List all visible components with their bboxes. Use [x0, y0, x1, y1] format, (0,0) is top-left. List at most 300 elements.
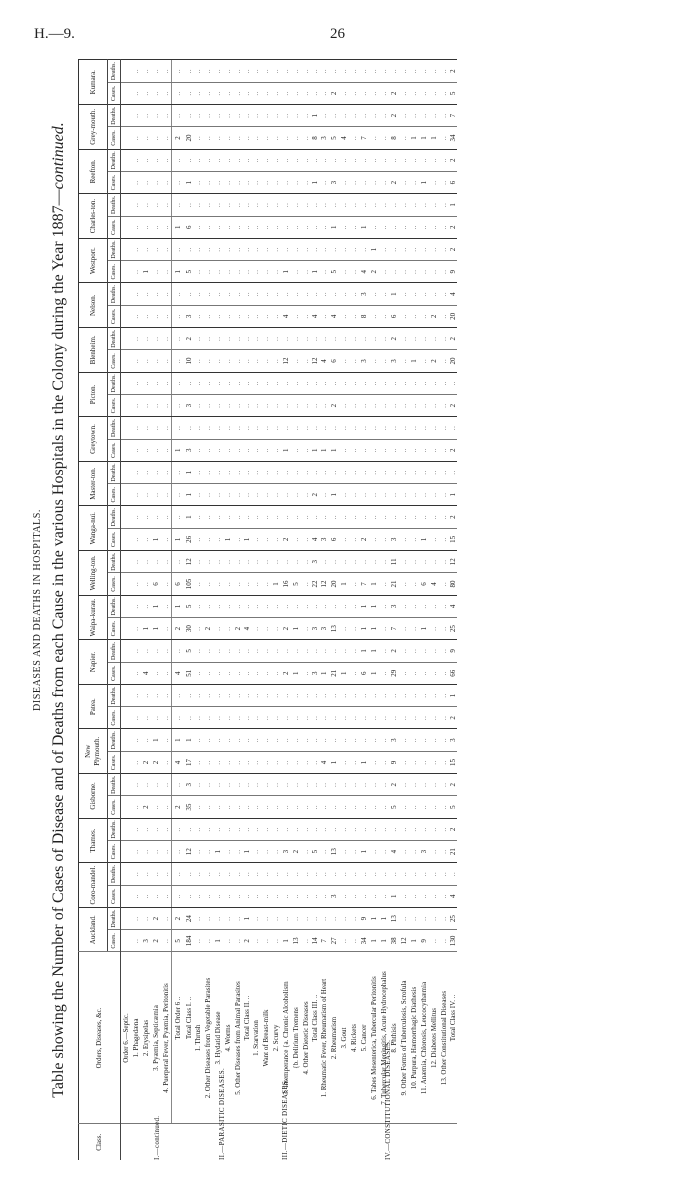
deaths-cell: ..: [329, 551, 339, 573]
deaths-cell: 3: [185, 774, 193, 796]
deaths-cell: ..: [203, 551, 213, 573]
cases-cell: ..: [301, 796, 311, 818]
deaths-cell: ..: [429, 105, 439, 127]
cases-cell: ..: [213, 707, 223, 729]
deaths-cell: ..: [449, 417, 457, 439]
cases-cell: 15: [449, 528, 457, 550]
cases-cell: ..: [172, 885, 186, 907]
cases-cell: ..: [419, 82, 429, 104]
cases-cell: 4: [281, 305, 291, 327]
deaths-cell: ..: [409, 684, 419, 706]
deaths-cell: [121, 551, 132, 573]
deaths-cell: 1: [449, 684, 457, 706]
hospital-header: Kumara.: [79, 60, 108, 105]
cases-cell: ..: [429, 707, 439, 729]
deaths-cell: ..: [271, 417, 281, 439]
deaths-cell: ..: [311, 684, 319, 706]
deaths-cell: [121, 461, 132, 483]
cases-cell: ..: [213, 127, 223, 149]
cases-cell: ..: [151, 305, 161, 327]
deaths-subheader: Deaths.: [108, 640, 121, 662]
cases-cell: ..: [399, 127, 409, 149]
cases-cell: ..: [349, 171, 359, 193]
deaths-cell: ..: [399, 684, 409, 706]
deaths-cell: ..: [379, 417, 389, 439]
deaths-cell: ..: [185, 105, 193, 127]
cases-cell: ..: [131, 127, 141, 149]
cases-cell: ..: [339, 796, 349, 818]
deaths-cell: ..: [409, 506, 419, 528]
deaths-cell: ..: [301, 461, 311, 483]
cases-cell: ..: [429, 394, 439, 416]
cases-cell: ..: [213, 484, 223, 506]
deaths-cell: ..: [223, 774, 233, 796]
deaths-cell: ..: [151, 372, 161, 394]
deaths-cell: ..: [193, 328, 203, 350]
deaths-cell: ..: [233, 60, 243, 82]
cases-cell: 2: [359, 528, 369, 550]
deaths-cell: ..: [429, 729, 439, 751]
cases-cell: ..: [203, 216, 213, 238]
deaths-cell: ..: [429, 907, 439, 929]
cases-cell: ..: [261, 841, 271, 863]
deaths-cell: ..: [213, 595, 223, 617]
cases-cell: ..: [251, 216, 261, 238]
deaths-cell: ..: [319, 640, 329, 662]
deaths-cell: ..: [311, 506, 319, 528]
disease-name: 4. Rickets: [349, 952, 359, 1124]
cases-cell: ..: [281, 885, 291, 907]
cases-cell: 2: [449, 394, 457, 416]
deaths-cell: ..: [359, 194, 369, 216]
cases-cell: ..: [271, 528, 281, 550]
deaths-cell: ..: [399, 461, 409, 483]
cases-subheader: Cases.: [108, 171, 121, 193]
cases-cell: ..: [193, 751, 203, 773]
deaths-cell: ..: [261, 506, 271, 528]
cases-cell: ..: [311, 796, 319, 818]
cases-cell: 2: [281, 662, 291, 684]
deaths-cell: ..: [429, 595, 439, 617]
cases-cell: 4: [429, 573, 439, 595]
cases-cell: ..: [379, 573, 389, 595]
deaths-cell: ..: [193, 551, 203, 573]
deaths-cell: ..: [243, 640, 251, 662]
deaths-cell: ..: [271, 105, 281, 127]
deaths-cell: ..: [141, 818, 151, 840]
cases-cell: ..: [419, 350, 429, 372]
cases-cell: 34: [359, 930, 369, 952]
cases-cell: ..: [233, 930, 243, 952]
cases-cell: ..: [185, 82, 193, 104]
deaths-cell: 1: [369, 595, 379, 617]
deaths-cell: ..: [399, 818, 409, 840]
cases-cell: 9: [449, 261, 457, 283]
deaths-cell: ..: [319, 238, 329, 260]
cases-cell: ..: [223, 127, 233, 149]
deaths-cell: 1: [185, 461, 193, 483]
cases-subheader: Cases.: [108, 885, 121, 907]
deaths-cell: ..: [193, 818, 203, 840]
deaths-cell: ..: [329, 684, 339, 706]
deaths-cell: ..: [243, 863, 251, 885]
cases-subheader: Cases.: [108, 216, 121, 238]
deaths-cell: ..: [131, 684, 141, 706]
class-cell: [193, 1067, 251, 1160]
cases-cell: [121, 127, 132, 149]
deaths-cell: ..: [243, 238, 251, 260]
deaths-cell: 2: [449, 149, 457, 171]
cases-cell: ..: [399, 796, 409, 818]
deaths-cell: ..: [161, 283, 172, 305]
deaths-cell: ..: [271, 907, 281, 929]
disease-name: 4. Other Dietetic Diseases: [301, 952, 311, 1124]
deaths-cell: ..: [223, 461, 233, 483]
deaths-cell: ..: [131, 818, 141, 840]
deaths-cell: ..: [161, 729, 172, 751]
deaths-cell: ..: [409, 417, 419, 439]
deaths-cell: 2: [389, 328, 399, 350]
deaths-cell: ..: [399, 194, 409, 216]
deaths-cell: ..: [429, 194, 439, 216]
cases-cell: ..: [193, 82, 203, 104]
cases-cell: 2: [429, 305, 439, 327]
cases-subheader: Cases.: [108, 127, 121, 149]
deaths-cell: ..: [379, 461, 389, 483]
cases-cell: ..: [271, 394, 281, 416]
deaths-cell: ..: [349, 372, 359, 394]
cases-cell: ..: [261, 707, 271, 729]
cases-cell: ..: [271, 127, 281, 149]
cases-cell: ..: [281, 484, 291, 506]
cases-cell: ..: [349, 484, 359, 506]
cases-cell: ..: [419, 216, 429, 238]
cases-cell: 1: [141, 617, 151, 639]
deaths-cell: ..: [203, 907, 213, 929]
cases-cell: ..: [349, 707, 359, 729]
deaths-cell: ..: [339, 194, 349, 216]
cases-cell: ..: [301, 216, 311, 238]
cases-cell: ..: [213, 528, 223, 550]
cases-cell: ..: [301, 707, 311, 729]
cases-cell: [121, 662, 132, 684]
deaths-cell: ..: [213, 328, 223, 350]
deaths-cell: ..: [203, 328, 213, 350]
deaths-cell: [121, 595, 132, 617]
cases-cell: ..: [379, 216, 389, 238]
deaths-cell: ..: [399, 907, 409, 929]
cases-cell: ..: [161, 617, 172, 639]
deaths-cell: ..: [329, 194, 339, 216]
deaths-cell: ..: [172, 640, 186, 662]
cases-cell: ..: [151, 484, 161, 506]
deaths-cell: ..: [141, 60, 151, 82]
deaths-cell: ..: [329, 328, 339, 350]
deaths-cell: ..: [185, 60, 193, 82]
deaths-cell: ..: [281, 684, 291, 706]
cases-cell: ..: [193, 662, 203, 684]
table-row: [379, 60, 389, 1160]
table-row: [339, 60, 349, 1160]
cases-cell: ..: [349, 350, 359, 372]
table-row: [131, 60, 141, 1160]
deaths-cell: ..: [213, 194, 223, 216]
deaths-cell: ..: [429, 863, 439, 885]
deaths-cell: ..: [203, 283, 213, 305]
cases-cell: 1: [141, 261, 151, 283]
hospital-header: Charles-ton.: [79, 194, 108, 239]
deaths-cell: ..: [193, 417, 203, 439]
deaths-cell: ..: [271, 372, 281, 394]
cases-cell: ..: [439, 573, 449, 595]
cases-cell: ..: [281, 127, 291, 149]
cases-cell: ..: [359, 171, 369, 193]
disease-name: Total Class IV. ..: [449, 952, 457, 1124]
deaths-cell: ..: [172, 372, 186, 394]
deaths-cell: ..: [369, 149, 379, 171]
deaths-cell: ..: [213, 907, 223, 929]
deaths-cell: ..: [151, 60, 161, 82]
deaths-cell: ..: [419, 194, 429, 216]
cases-cell: ..: [399, 305, 409, 327]
deaths-cell: ..: [223, 417, 233, 439]
deaths-cell: ..: [439, 372, 449, 394]
deaths-cell: ..: [233, 595, 243, 617]
cases-cell: ..: [233, 394, 243, 416]
cases-cell: 1: [151, 528, 161, 550]
deaths-cell: ..: [233, 194, 243, 216]
deaths-cell: ..: [131, 461, 141, 483]
deaths-cell: ..: [193, 194, 203, 216]
cases-cell: 3: [185, 305, 193, 327]
deaths-cell: ..: [172, 417, 186, 439]
deaths-cell: ..: [369, 194, 379, 216]
cases-cell: ..: [439, 261, 449, 283]
cases-cell: ..: [369, 841, 379, 863]
deaths-cell: 1: [185, 506, 193, 528]
deaths-cell: ..: [261, 640, 271, 662]
table-row: [359, 60, 369, 1160]
deaths-cell: ..: [349, 729, 359, 751]
deaths-cell: ..: [213, 551, 223, 573]
table-row: [203, 60, 213, 1160]
hospital-header: Thames.: [79, 818, 108, 863]
cases-cell: 6: [151, 573, 161, 595]
table-row: [251, 60, 261, 1160]
deaths-cell: ..: [161, 551, 172, 573]
cases-cell: ..: [193, 439, 203, 461]
deaths-cell: ..: [203, 684, 213, 706]
deaths-cell: [121, 506, 132, 528]
deaths-cell: 1: [359, 640, 369, 662]
deaths-cell: ..: [261, 595, 271, 617]
deaths-cell: ..: [131, 328, 141, 350]
cases-cell: ..: [409, 796, 419, 818]
table-caption: [46, 60, 72, 1160]
cases-cell: 13: [329, 617, 339, 639]
deaths-cell: ..: [319, 461, 329, 483]
cases-cell: ..: [261, 573, 271, 595]
deaths-cell: ..: [291, 149, 301, 171]
deaths-cell: ..: [281, 417, 291, 439]
deaths-subheader: Deaths.: [108, 194, 121, 216]
cases-cell: ..: [409, 841, 419, 863]
deaths-cell: ..: [311, 60, 319, 82]
cases-cell: ..: [151, 261, 161, 283]
deaths-cell: [121, 640, 132, 662]
cases-cell: ..: [243, 127, 251, 149]
cases-subheader: Cases.: [108, 573, 121, 595]
deaths-cell: ..: [349, 105, 359, 127]
deaths-cell: ..: [329, 907, 339, 929]
cases-cell: ..: [281, 751, 291, 773]
deaths-cell: ..: [271, 283, 281, 305]
cases-cell: ..: [339, 350, 349, 372]
deaths-cell: ..: [151, 105, 161, 127]
cases-cell: ..: [419, 885, 429, 907]
deaths-cell: ..: [339, 238, 349, 260]
disease-name: 1. Phagedæna: [131, 952, 141, 1124]
cases-cell: ..: [141, 528, 151, 550]
deaths-cell: ..: [409, 907, 419, 929]
cases-cell: ..: [193, 394, 203, 416]
cases-cell: ..: [131, 707, 141, 729]
cases-cell: ..: [271, 82, 281, 104]
cases-cell: ..: [369, 484, 379, 506]
cases-cell: ..: [349, 617, 359, 639]
cases-cell: ..: [131, 885, 141, 907]
cases-cell: ..: [223, 707, 233, 729]
deaths-cell: ..: [399, 551, 409, 573]
deaths-cell: ..: [339, 506, 349, 528]
cases-cell: ..: [329, 707, 339, 729]
deaths-subheader: Deaths.: [108, 729, 121, 751]
deaths-cell: ..: [291, 595, 301, 617]
deaths-cell: ..: [151, 238, 161, 260]
deaths-cell: ..: [429, 328, 439, 350]
cases-cell: ..: [271, 662, 281, 684]
deaths-cell: ..: [429, 684, 439, 706]
cases-cell: ..: [429, 261, 439, 283]
cases-cell: ..: [271, 885, 281, 907]
deaths-cell: ..: [379, 194, 389, 216]
cases-cell: ..: [379, 171, 389, 193]
cases-cell: ..: [399, 841, 409, 863]
deaths-cell: [121, 105, 132, 127]
cases-cell: ..: [213, 171, 223, 193]
cases-cell: ..: [223, 841, 233, 863]
deaths-cell: ..: [389, 818, 399, 840]
deaths-cell: ..: [261, 461, 271, 483]
deaths-cell: ..: [131, 863, 141, 885]
cases-cell: 1: [409, 127, 419, 149]
deaths-cell: 1: [389, 283, 399, 305]
cases-cell: ..: [281, 707, 291, 729]
table-row: [439, 60, 449, 1160]
deaths-cell: ..: [419, 684, 429, 706]
deaths-subheader: Deaths.: [108, 417, 121, 439]
cases-cell: 7: [319, 930, 329, 952]
cases-cell: ..: [399, 216, 409, 238]
deaths-cell: ..: [223, 551, 233, 573]
cases-cell: ..: [291, 796, 301, 818]
document-title: DISEASES AND DEATHS IN HOSPITALS.: [32, 508, 43, 712]
cases-cell: 1: [359, 751, 369, 773]
cases-cell: ..: [193, 617, 203, 639]
cases-cell: ..: [251, 796, 261, 818]
cases-cell: ..: [319, 484, 329, 506]
cases-cell: ..: [161, 573, 172, 595]
cases-cell: 1: [369, 573, 379, 595]
cases-cell: ..: [281, 171, 291, 193]
deaths-cell: ..: [203, 372, 213, 394]
table-row: [319, 60, 329, 1160]
cases-cell: 34: [449, 127, 457, 149]
deaths-subheader: Deaths.: [108, 774, 121, 796]
cases-cell: ..: [203, 350, 213, 372]
cases-cell: ..: [301, 528, 311, 550]
cases-cell: ..: [271, 350, 281, 372]
deaths-cell: ..: [213, 640, 223, 662]
deaths-cell: ..: [161, 863, 172, 885]
deaths-cell: ..: [319, 863, 329, 885]
deaths-cell: 2: [449, 328, 457, 350]
cases-cell: 6: [359, 662, 369, 684]
cases-cell: 7: [389, 617, 399, 639]
cases-cell: ..: [223, 751, 233, 773]
cases-cell: 38: [389, 930, 399, 952]
cases-cell: ..: [311, 751, 319, 773]
deaths-cell: ..: [161, 818, 172, 840]
cases-cell: [121, 573, 132, 595]
cases-cell: ..: [389, 439, 399, 461]
deaths-cell: ..: [261, 863, 271, 885]
deaths-cell: ..: [141, 238, 151, 260]
cases-cell: ..: [141, 216, 151, 238]
cases-cell: ..: [439, 796, 449, 818]
deaths-cell: ..: [449, 863, 457, 885]
cases-cell: [121, 261, 132, 283]
cases-cell: ..: [131, 305, 141, 327]
disease-name: 7. Tubercular Meningitis, Acute Hydrocephalus: [379, 952, 389, 1124]
cases-cell: ..: [213, 350, 223, 372]
disease-name: 1. Rheumatic Fever, Rheumatism of Heart: [319, 952, 329, 1124]
table-row: [369, 60, 379, 1160]
deaths-cell: ..: [329, 283, 339, 305]
deaths-cell: ..: [223, 729, 233, 751]
cases-cell: 5: [172, 930, 186, 952]
cases-cell: 20: [185, 127, 193, 149]
cases-cell: ..: [271, 841, 281, 863]
cases-cell: ..: [301, 261, 311, 283]
cases-cell: [121, 930, 132, 952]
cases-cell: ..: [261, 216, 271, 238]
cases-cell: ..: [369, 751, 379, 773]
deaths-cell: ..: [439, 818, 449, 840]
cases-cell: ..: [409, 171, 419, 193]
table-row: [193, 60, 203, 1160]
cases-cell: ..: [261, 528, 271, 550]
deaths-cell: ..: [319, 551, 329, 573]
deaths-cell: ..: [243, 283, 251, 305]
hospital-header: Picton.: [79, 372, 108, 417]
cases-cell: ..: [243, 216, 251, 238]
deaths-cell: ..: [319, 60, 329, 82]
cases-cell: 1: [359, 216, 369, 238]
deaths-cell: ..: [359, 372, 369, 394]
cases-cell: ..: [261, 439, 271, 461]
cases-cell: ..: [233, 82, 243, 104]
